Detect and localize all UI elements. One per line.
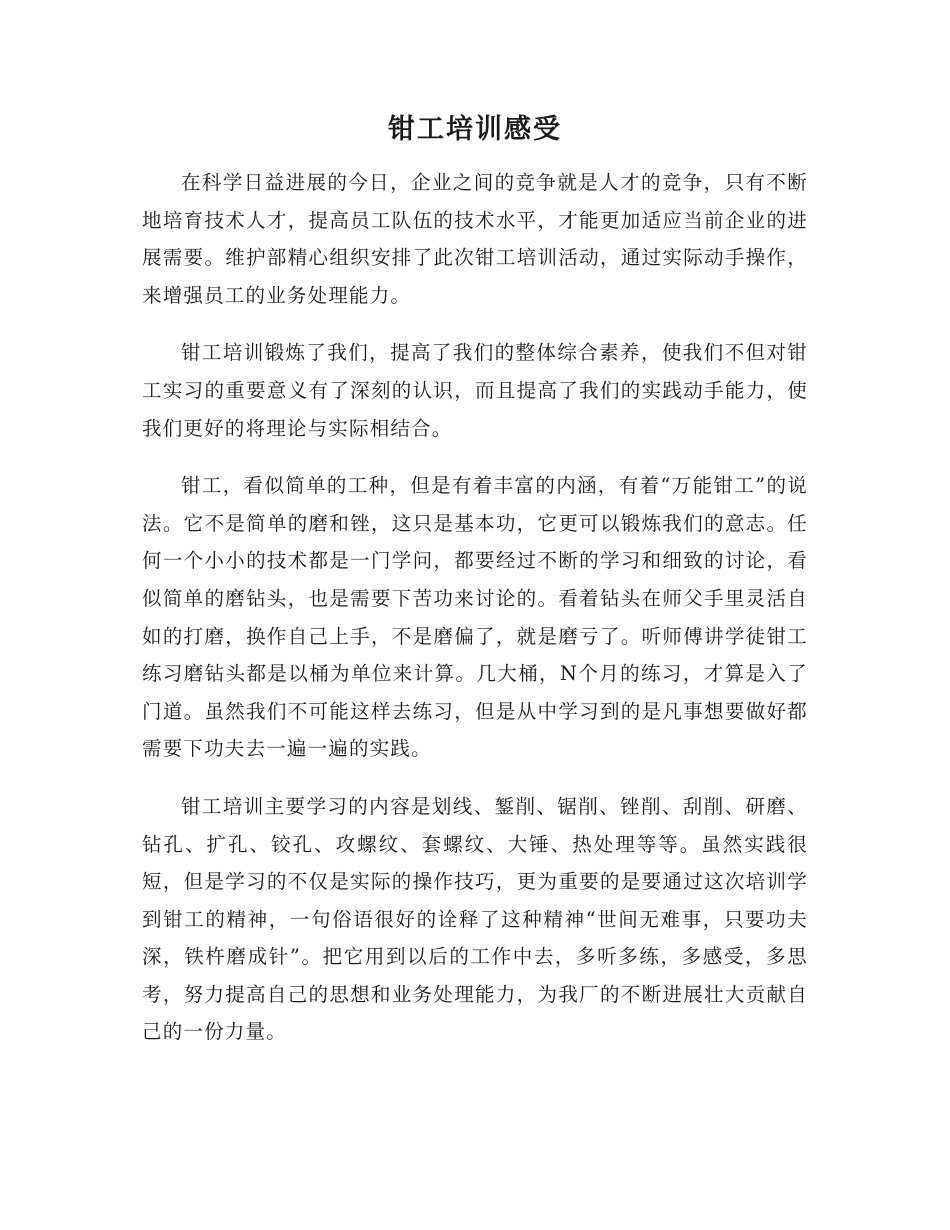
paragraph-4: 钳工培训主要学习的内容是划线、錾削、锯削、锉削、刮削、研磨、钻孔、扩孔、铰孔、攻螺纹、套螺纹、大锤、热处理等等。虽然实践很短，但是学习的不仅是实际的操作技巧，更为重要的是要通过这次培训学到钳工的精神，一句俗语很好的诠释了这种精神“世间无难事，只要功夫深，铁杵磨成针”。把它用到以后的工作中去，多听多练，多感受，多思考，努力提高自己的思想和业务处理能力，为我厂的不断进展壮大贡献自己的一份力量。 bbox=[142, 794, 808, 1044]
document-body bbox=[142, 164, 808, 1071]
document-title: 钳工培训感受 bbox=[388, 114, 562, 145]
paragraph-1: 在科学日益进展的今日，企业之间的竞争就是人才的竞争，只有不断地培育技术人才，提高员工队伍的技术水平，才能更加适应当前企业的进展需要。维护部精心组织安排了此次钳工培训活动，通过实际动手操作，来增强员工的业务处理能力。 bbox=[142, 171, 808, 307]
paragraph-2: 钳工培训锻炼了我们，提高了我们的整体综合素养，使我们不但对钳工实习的重要意义有了深刻的认识，而且提高了我们的实践动手能力，使我们更好的将理论与实际相结合。 bbox=[142, 341, 808, 440]
paragraph-3: 钳工，看似简单的工种，但是有着丰富的内涵，有着“万能钳工”的说法。它不是简单的磨和锉，这只是基本功，它更可以锻炼我们的意志。任何一个小小的技术都是一门学问，都要经过不断的学习和细致的讨论，看似简单的磨钻头，也是需要下苦功来讨论的。看着钻头在师父手里灵活自如的打磨，换作自己上手，不是磨偏了，就是磨亏了。听师傅讲学徒钳工练习磨钻头都是以桶为单位来计算。几大桶，N个月的练习，才算是入了门道。虽然我们不可能这样去练习，但是从中学习到的是凡事想要做好都需要下功夫去一遍一遍的实践。 bbox=[142, 474, 808, 761]
